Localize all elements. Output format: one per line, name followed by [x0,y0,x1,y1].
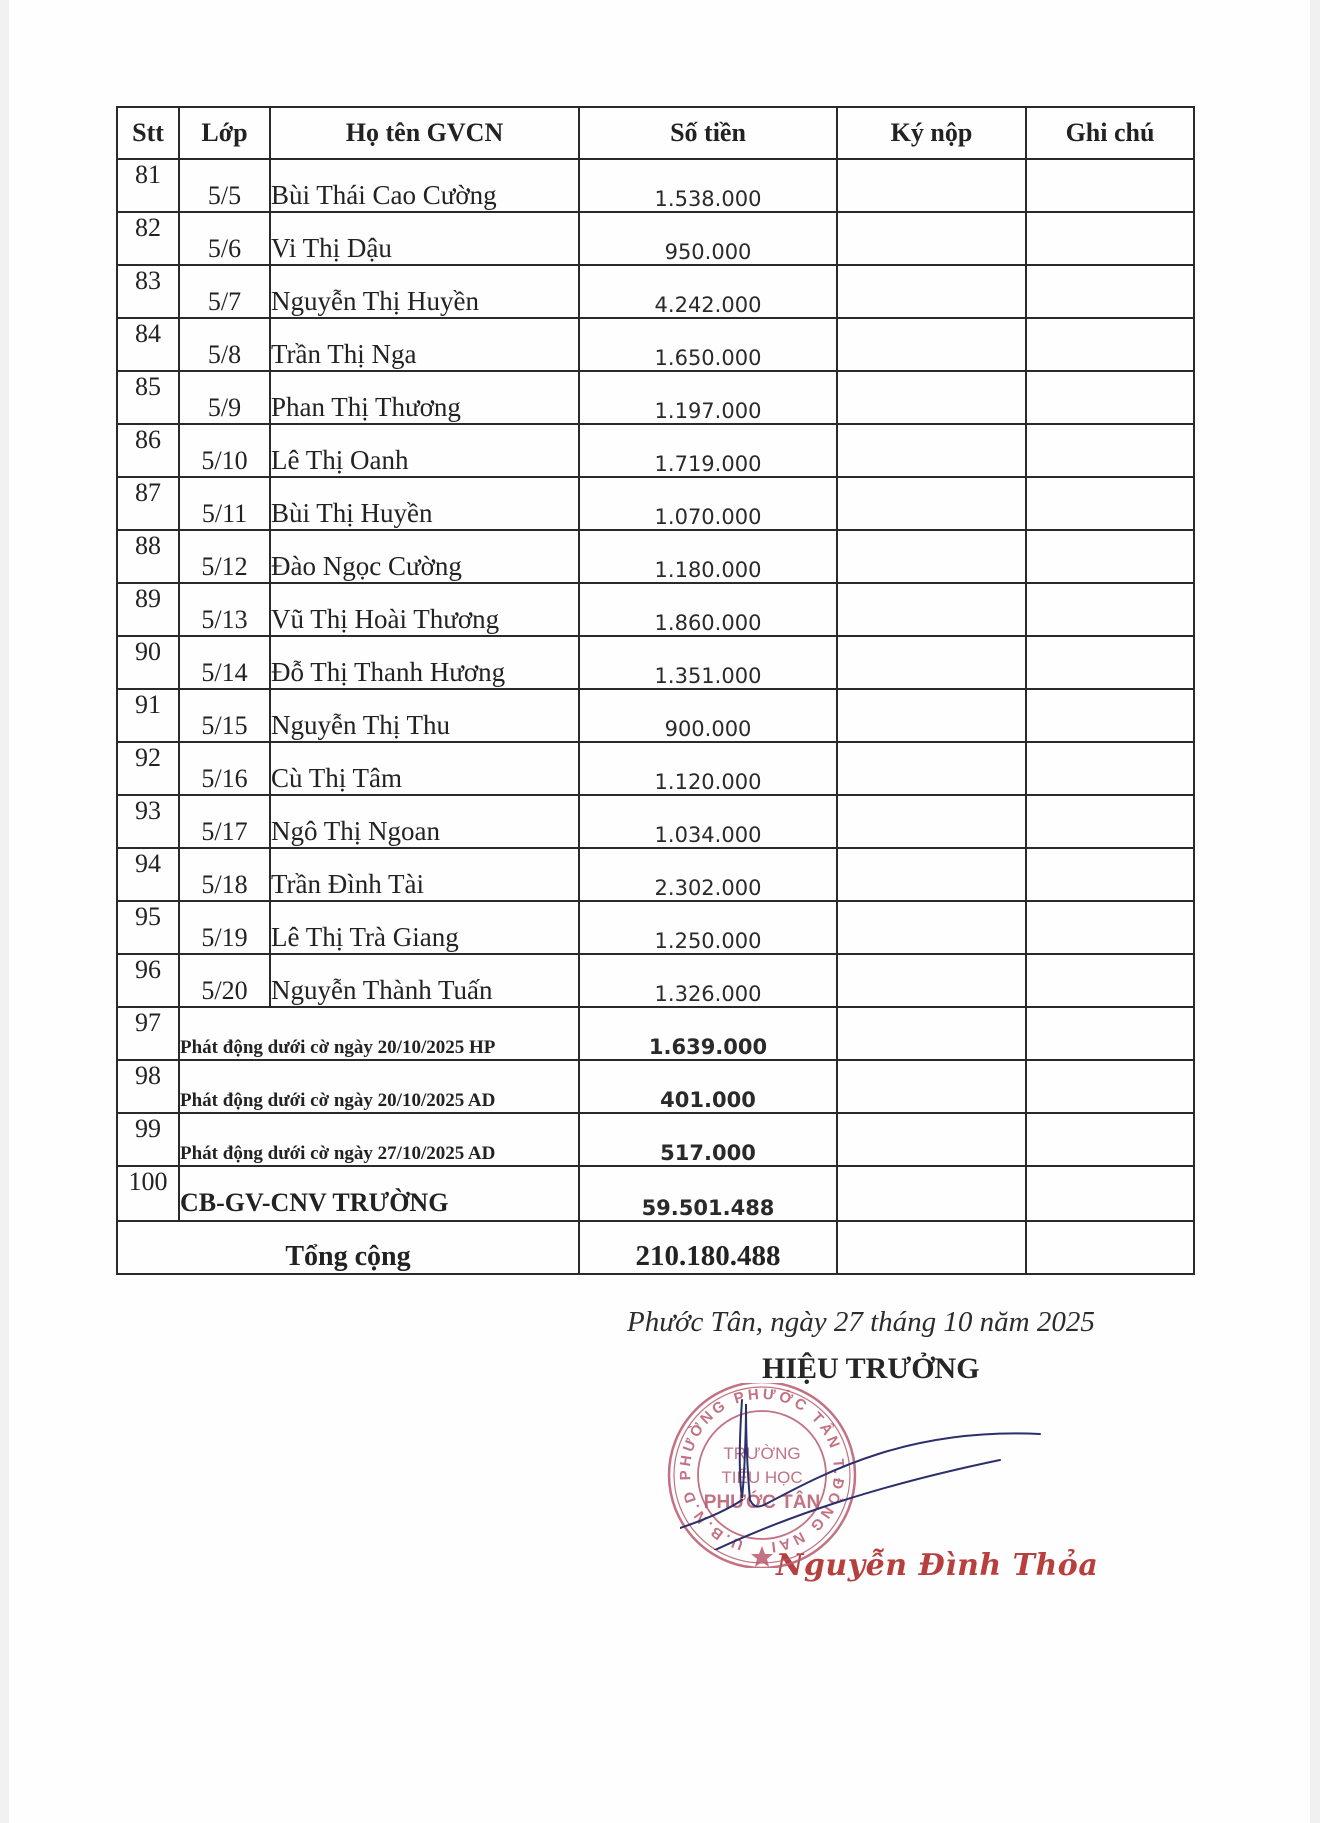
total-amount: 210.180.488 [579,1221,837,1274]
row-stt: 83 [117,265,179,318]
row-stt: 92 [117,742,179,795]
row-teacher-name: Bùi Thái Cao Cường [270,159,579,212]
handwritten-signature-icon [680,1390,1060,1550]
row-amount: 1.034.000 [579,795,837,848]
row-signature-cell [837,583,1026,636]
place-date: Phước Tân, ngày 27 tháng 10 năm 2025 [627,1306,1095,1338]
header-note: Ghi chú [1026,107,1194,159]
row-class: 5/11 [179,477,270,530]
signer-name: Nguyễn Đình Thỏa [776,1548,1099,1583]
row-signature-cell [837,159,1026,212]
row-stt: 96 [117,954,179,1007]
total-note-cell [1026,1221,1194,1274]
row-note-cell [1026,159,1194,212]
row-amount: 1.120.000 [579,742,837,795]
row-signature-cell [837,689,1026,742]
row-signature-cell [837,530,1026,583]
row-amount: 1.650.000 [579,318,837,371]
row-signature-cell [837,901,1026,954]
row-teacher-name: Phan Thị Thương [270,371,579,424]
row-class: 5/18 [179,848,270,901]
row-note-cell [1026,530,1194,583]
table-row [117,636,1194,689]
row-teacher-name: Lê Thị Oanh [270,424,579,477]
row-signature-cell [837,318,1026,371]
row-teacher-name: Trần Thị Nga [270,318,579,371]
row-note-cell [1026,212,1194,265]
row-teacher-name: Đỗ Thị Thanh Hương [270,636,579,689]
row-class: 5/19 [179,901,270,954]
row-note-cell [1026,901,1194,954]
row-teacher-name: Vi Thị Dậu [270,212,579,265]
row-class: 5/8 [179,318,270,371]
special-row-label: Phát động dưới cờ ngày 20/10/2025 AD [179,1060,579,1113]
table-row [117,212,1194,265]
row-amount: 1.326.000 [579,954,837,1007]
stamp-line-2: TIỂU HỌC [721,1468,803,1487]
row-signature-cell [837,954,1026,1007]
row-amount: 401.000 [579,1060,837,1113]
row-teacher-name: Trần Đình Tài [270,848,579,901]
row-class: 5/14 [179,636,270,689]
row-stt: 88 [117,530,179,583]
table-row [117,477,1194,530]
row-teacher-name: Bùi Thị Huyền [270,477,579,530]
row-amount: 1.639.000 [579,1007,837,1060]
row-class: 5/7 [179,265,270,318]
row-stt: 100 [117,1166,179,1221]
row-amount: 517.000 [579,1113,837,1166]
table-row [117,901,1194,954]
table-row [117,265,1194,318]
stamp-ring-text: U.B.N.D PHƯỜNG PHƯỚC TÂN T.ĐỒNG NAI [676,1385,848,1556]
row-class: 5/12 [179,530,270,583]
row-class: 5/20 [179,954,270,1007]
row-amount: 1.860.000 [579,583,837,636]
row-stt: 90 [117,636,179,689]
row-amount: 1.351.000 [579,636,837,689]
total-signature-cell [837,1221,1026,1274]
page-edge-left [0,0,9,1823]
row-stt: 81 [117,159,179,212]
row-class: 5/17 [179,795,270,848]
row-class: 5/9 [179,371,270,424]
row-note-cell [1026,371,1194,424]
signer-title: HIỆU TRƯỞNG [762,1352,980,1385]
row-teacher-name: Cù Thị Tâm [270,742,579,795]
row-note-cell [1026,424,1194,477]
table-row [117,689,1194,742]
row-class: 5/16 [179,742,270,795]
row-stt: 99 [117,1113,179,1166]
row-note-cell [1026,265,1194,318]
row-stt: 85 [117,371,179,424]
row-teacher-name: Vũ Thị Hoài Thương [270,583,579,636]
table-row [117,424,1194,477]
special-row-label: Phát động dưới cờ ngày 27/10/2025 AD [179,1113,579,1166]
row-signature-cell [837,1060,1026,1113]
row-note-cell [1026,848,1194,901]
row-teacher-name: Nguyễn Thành Tuấn [270,954,579,1007]
row-signature-cell [837,795,1026,848]
row-stt: 84 [117,318,179,371]
row-signature-cell [837,636,1026,689]
row-class: 5/10 [179,424,270,477]
row-amount: 1.538.000 [579,159,837,212]
row-teacher-name: Ngô Thị Ngoan [270,795,579,848]
special-row [117,1007,1194,1060]
row-signature-cell [837,265,1026,318]
row-signature-cell [837,477,1026,530]
special-row [117,1166,1194,1221]
row-stt: 82 [117,212,179,265]
special-row-label: CB-GV-CNV TRƯỜNG [179,1166,579,1221]
row-amount: 950.000 [579,212,837,265]
row-teacher-name: Nguyễn Thị Thu [270,689,579,742]
row-signature-cell [837,742,1026,795]
row-class: 5/5 [179,159,270,212]
row-note-cell [1026,742,1194,795]
row-stt: 95 [117,901,179,954]
table-row [117,583,1194,636]
table-row [117,530,1194,583]
stamp-line-3: PHƯỚC TÂN [703,1492,821,1513]
header-signature: Ký nộp [837,107,1026,159]
row-amount: 2.302.000 [579,848,837,901]
table-row [117,371,1194,424]
row-class: 5/15 [179,689,270,742]
table-row [117,318,1194,371]
row-amount: 4.242.000 [579,265,837,318]
row-class: 5/6 [179,212,270,265]
row-stt: 93 [117,795,179,848]
row-stt: 87 [117,477,179,530]
row-note-cell [1026,1166,1194,1221]
row-note-cell [1026,1007,1194,1060]
row-teacher-name: Nguyễn Thị Huyền [270,265,579,318]
row-signature-cell [837,1166,1026,1221]
page-edge-right [1310,0,1320,1823]
special-row [117,1113,1194,1166]
header-amount: Số tiền [579,107,837,159]
row-signature-cell [837,848,1026,901]
table-row [117,954,1194,1007]
row-signature-cell [837,212,1026,265]
row-teacher-name: Lê Thị Trà Giang [270,901,579,954]
row-teacher-name: Đào Ngọc Cường [270,530,579,583]
row-amount: 1.250.000 [579,901,837,954]
contribution-table [116,106,1195,1275]
row-amount: 1.197.000 [579,371,837,424]
total-row [117,1221,1194,1274]
row-amount: 900.000 [579,689,837,742]
row-note-cell [1026,318,1194,371]
row-note-cell [1026,1113,1194,1166]
row-stt: 98 [117,1060,179,1113]
table-row [117,848,1194,901]
header-class: Lớp [179,107,270,159]
special-row-label: Phát động dưới cờ ngày 20/10/2025 HP [179,1007,579,1060]
row-note-cell [1026,954,1194,1007]
header-teacher-name: Họ tên GVCN [270,107,579,159]
row-stt: 94 [117,848,179,901]
row-amount: 1.070.000 [579,477,837,530]
row-note-cell [1026,636,1194,689]
row-stt: 97 [117,1007,179,1060]
row-class: 5/13 [179,583,270,636]
row-signature-cell [837,424,1026,477]
stamp-line-1: TRƯỜNG [723,1444,801,1463]
row-stt: 89 [117,583,179,636]
row-amount: 1.180.000 [579,530,837,583]
special-row [117,1060,1194,1113]
row-note-cell [1026,477,1194,530]
table-row [117,159,1194,212]
header-stt: Stt [117,107,179,159]
table-row [117,742,1194,795]
table-row [117,795,1194,848]
row-amount: 1.719.000 [579,424,837,477]
row-note-cell [1026,795,1194,848]
row-note-cell [1026,583,1194,636]
row-signature-cell [837,1007,1026,1060]
row-note-cell [1026,1060,1194,1113]
row-amount: 59.501.488 [579,1166,837,1221]
total-label: Tổng cộng [117,1221,579,1274]
row-stt: 91 [117,689,179,742]
row-stt: 86 [117,424,179,477]
table-header-row [117,107,1194,159]
row-signature-cell [837,1113,1026,1166]
row-signature-cell [837,371,1026,424]
row-note-cell [1026,689,1194,742]
